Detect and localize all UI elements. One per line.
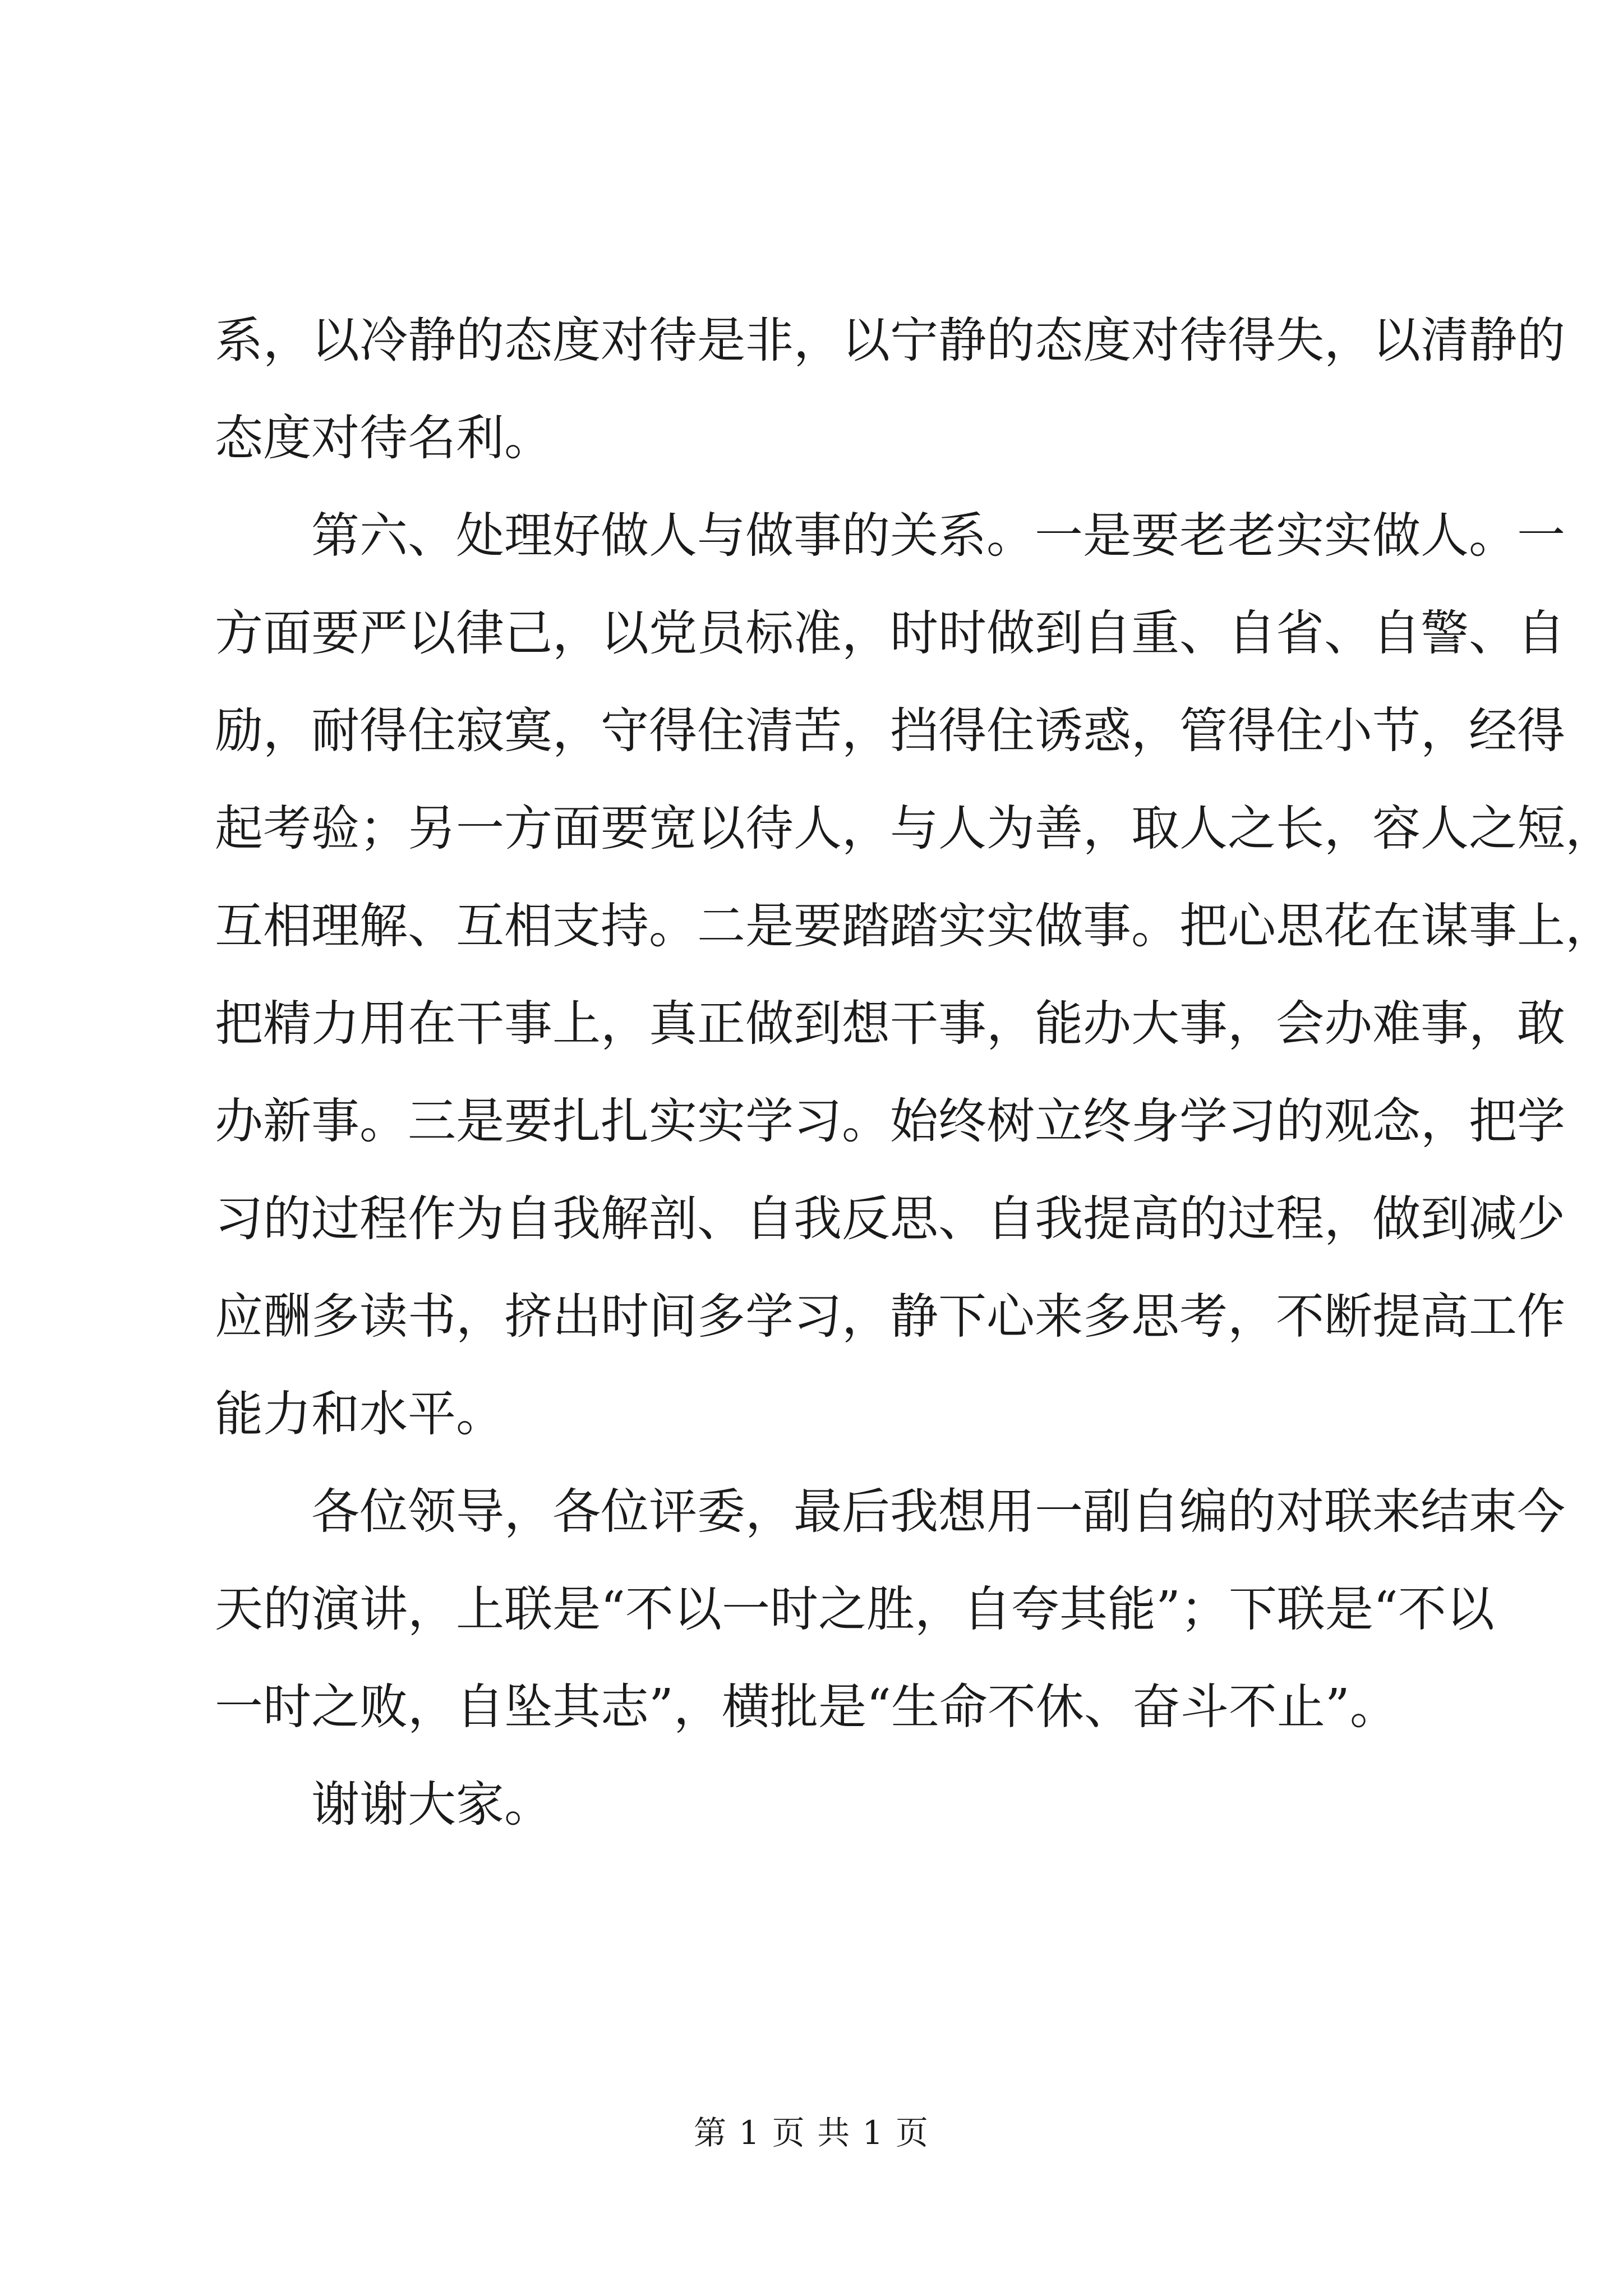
paragraph-2-line-6: 把精力用在干事上，真正做到想干事，能办大事，会办难事，敢	[215, 996, 1565, 1052]
paragraph-3	[215, 1463, 1565, 1756]
paragraph-1-line-2: 态度对待名利。	[215, 410, 552, 466]
paragraph-2-line-1: 第六、处理好做人与做事的关系。一是要老老实实做人。一	[311, 508, 1565, 564]
paragraph-2-line-9: 应酬多读书，挤出时间多学习，静下心来多思考，不断提高工作	[215, 1289, 1565, 1345]
paragraph-1	[215, 292, 1565, 487]
paragraph-4-line-1: 谢谢大家。	[311, 1777, 552, 1833]
paragraph-1-line-1: 系，以冷静的态度对待是非，以宁静的态度对待得失，以清静的	[215, 312, 1565, 369]
paragraph-2-line-8: 习的过程作为自我解剖、自我反思、自我提高的过程，做到减少	[215, 1191, 1565, 1247]
paragraph-2-line-7: 办新事。三是要扎扎实实学习。始终树立终身学习的观念，把学	[215, 1093, 1565, 1149]
paragraph-3-line-2: 天的演讲，上联是“不以一时之胜，自夸其能”；下联是“不以	[215, 1581, 1495, 1637]
paragraph-3-line-3: 一时之败，自坠其志”，横批是“生命不休、奋斗不止”。	[215, 1679, 1398, 1735]
paragraph-3-line-1: 各位领导，各位评委，最后我想用一副自编的对联来结束今	[311, 1484, 1565, 1540]
paragraph-2	[215, 487, 1613, 1463]
document-body	[215, 292, 1613, 1853]
page-footer: 第 1 页 共 1 页	[694, 2114, 929, 2152]
paragraph-4	[215, 1756, 1426, 1853]
paragraph-2-line-2: 方面要严以律己，以党员标准，时时做到自重、自省、自警、自	[215, 605, 1565, 661]
paragraph-2-line-10: 能力和水平。	[215, 1386, 504, 1442]
paragraph-2-line-5: 互相理解、互相支持。二是要踏踏实实做事。把心思花在谋事上，	[215, 898, 1613, 954]
paragraph-2-line-3: 励，耐得住寂寞，守得住清苦，挡得住诱惑，管得住小节，经得	[215, 703, 1565, 759]
paragraph-2-line-4: 起考验；另一方面要宽以待人，与人为善，取人之长，容人之短，	[215, 800, 1613, 857]
